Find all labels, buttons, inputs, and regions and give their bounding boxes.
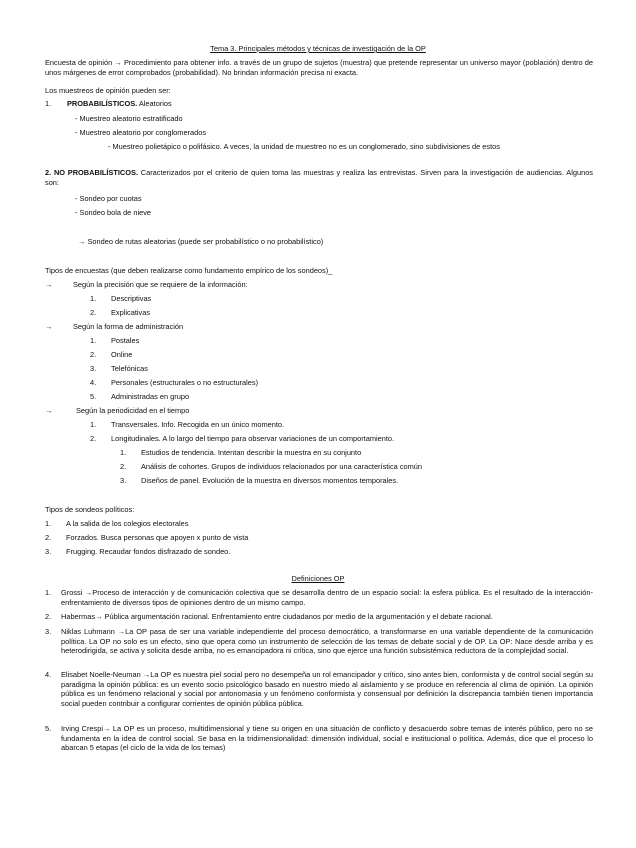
arrow-icon: → [45,406,53,415]
definition-item: Irving Crespi→ La OP es un proceso, multidimensional y tiene su origen en una situación de conflicto y desacuerdo sobre temas de interés público, pero no se fundamenta en la idea de control social. Se basa en la tridimensionalidad: dimensión individual, social e institucional o política. Además, dice que el proceso lo abarcan 5 etapas (el ciclo de la vida de los temas) [61,724,593,753]
item-number: 2. [90,308,97,317]
list-subitem: Análisis de cohortes. Grupos de individuos relacionados por una característica común [141,462,422,471]
arrow-icon: → [45,280,53,289]
list-item: Descriptivas [111,294,152,303]
list-subitem: - Muestreo polietápico o polifásico. A veces, la unidad de muestreo no es un conglomerado, sino subdivisiones de estos [108,142,500,151]
noprob-rest: Caracterizados por el criterio de quien toma las muestras y realiza las entrevistas. Sirven para la investigación de audiencias. Algunos son: [45,168,593,187]
list-item: Postales [111,336,140,345]
tipos-heading: Tipos de encuestas (que deben realizarse como fundamento empírico de los sondeos)_ [45,266,333,275]
item-number: 3. [90,364,97,373]
list-item: - Sondeo bola de nieve [75,208,152,217]
prob-rest: Aleatorios [137,99,172,108]
definition-item: Elisabet Noelle-Neuman →La OP es nuestra piel social pero no desempeña un rol emancipador y crítico, sino antes bien, conformista y de control social según su paradigma la opinión pública: es un evento socio psicológico basado en nuestro miedo al aislamiento y se produce en referencia al clima de opinión. La opinión pública es un fenómeno relacional y social por antonomasia y un fenómeno conformista y consensual por definición la discrepancia también tienen importancia social pueden contribuir a configurar corrientes de opinión pública pública. [61,670,593,708]
definiciones-heading: Definiciones OP [291,574,345,583]
prob-number: 1. [45,99,52,108]
list-item: Telefónicas [111,364,148,373]
noprob-title: NO PROBABILÍSTICOS. [53,168,139,177]
item-number: 1. [45,519,52,528]
group-label: Según la precisión que se requiere de la información: [73,280,248,289]
subitem-number: 2. [120,462,127,471]
item-number: 1. [90,336,97,345]
definition-item: Niklas Luhmann →La OP pasa de ser una variable independiente del proceso democrático, a transformarse en una variable dependiente de la comunicación política. La OP no solo es un efecto, sino que opera como un instrumento de selección de los temas de debate social y de OP. La OP: Nace desde arriba y es heterodirigida, se activa y solicita desde arriba, no es emancipadora ni crítica, sino que ejerce una función subsistémica reductora de la complejidad social. [61,627,593,656]
page-title: Tema 3. Principales métodos y técnicas de investigación de la OP [210,44,426,53]
rutas-item: → Sondeo de rutas aleatorias (puede ser probabilístico o no probabilístico) [78,237,324,246]
item-number: 1. [90,294,97,303]
subitem-number: 3. [120,476,127,485]
item-number: 2. [45,533,52,542]
arrow-icon: → [45,322,53,331]
intro-paragraph: Encuesta de opinión → Procedimiento para obtener info. a través de un grupo de sujetos (muestra) que pretende representar un universo mayor (población) dentro de unos márgenes de error comprobados (probabilidad). No brindan información precisa ni exacta. [45,58,593,77]
list-subitem: Estudios de tendencia. Intentan describir la muestra en su conjunto [141,448,362,457]
list-item: Personales (estructurales o no estructurales) [111,378,259,387]
prob-heading [67,99,172,109]
item-number: 5. [90,392,97,401]
subitem-number: 1. [120,448,127,457]
list-item: Online [111,350,133,359]
list-item: Frugging. Recaudar fondos disfrazado de sondeo. [66,547,231,556]
prob-title: PROBABILÍSTICOS. [67,99,138,108]
item-number: 2. [90,434,97,443]
definition-item: Habermas→ Pública argumentación racional. Enfrentamiento entre ciudadanos por medio de la argumentación y el debate racional. [61,612,493,621]
item-number: 5. [45,724,52,733]
item-number: 4. [45,670,52,679]
list-item: Administradas en grupo [111,392,190,401]
noprob-number: 2. [45,168,52,177]
list-item: Explicativas [111,308,151,317]
list-item: - Muestreo aleatorio por conglomerados [75,128,207,137]
item-number: 1. [90,420,97,429]
item-number: 2. [90,350,97,359]
muestreos-heading: Los muestreos de opinión pueden ser: [45,86,171,95]
list-item: Transversales. Info. Recogida en un único momento. [111,420,285,429]
item-number: 3. [45,547,52,556]
item-number: 4. [90,378,97,387]
politicos-heading: Tipos de sondeos políticos: [45,505,135,514]
item-number: 1. [45,588,52,597]
item-number: 2. [45,612,52,621]
list-subitem: Diseños de panel. Evolución de la muestra en diversos momentos temporales. [141,476,399,485]
definition-item: Grossi →Proceso de interacción y de comunicación colectiva que se desarrolla dentro de un espacio social: la esfera pública. Es el resultado de la interacción- enfrentamiento de diversos tipos de opiniones dentro de un mismo campo. [61,588,593,607]
list-item: A la salida de los colegios electorales [66,519,189,528]
list-item: Forzados. Busca personas que apoyen x punto de vista [66,533,249,542]
list-item: - Muestreo aleatorio estratificado [75,114,183,123]
item-number: 3. [45,627,52,636]
list-item: Longitudinales. A lo largo del tiempo para observar variaciones de un comportamiento. [111,434,395,443]
list-item: - Sondeo por cuotas [75,194,142,203]
noprob-paragraph [45,168,593,187]
group-label: Según la forma de administración [73,322,184,331]
group-label: Según la periodicidad en el tiempo [76,406,190,415]
